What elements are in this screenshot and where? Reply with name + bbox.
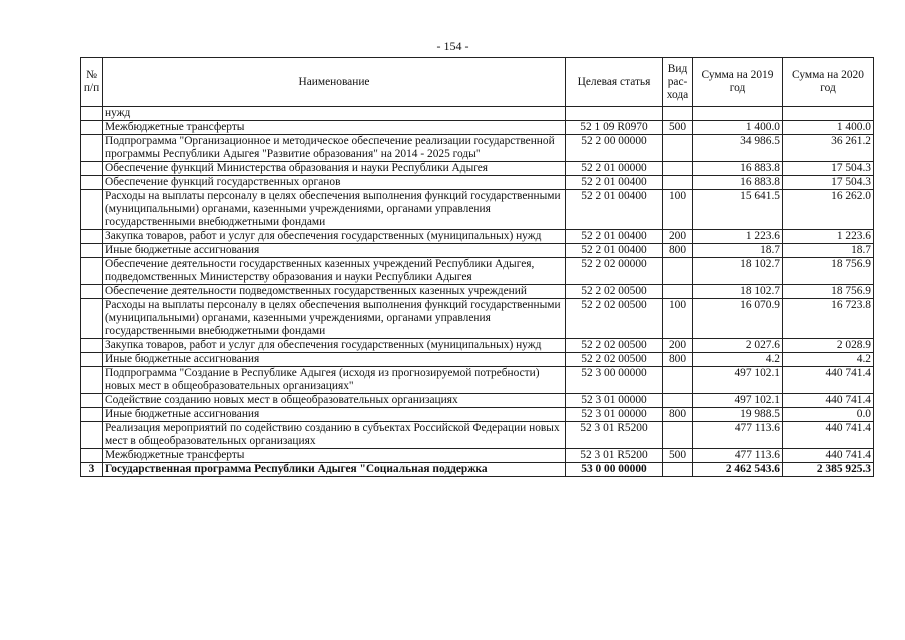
table-body (81, 107, 874, 477)
row-number (81, 244, 103, 258)
row-name: Иные бюджетные ассигнования (103, 408, 566, 422)
row-expense-type: 200 (663, 339, 693, 353)
row-sum-2020: 18.7 (783, 244, 874, 258)
row-expense-type: 800 (663, 244, 693, 258)
row-number (81, 258, 103, 285)
row-sum-2020: 17 504.3 (783, 176, 874, 190)
row-sum-2020: 17 504.3 (783, 162, 874, 176)
row-target-code: 52 2 01 00400 (566, 230, 663, 244)
table-row (81, 121, 874, 135)
row-sum-2019: 16 883.8 (693, 176, 783, 190)
table-row (81, 299, 874, 339)
row-sum-2020: 16 723.8 (783, 299, 874, 339)
row-number (81, 285, 103, 299)
row-sum-2019: 18.7 (693, 244, 783, 258)
header-type: Вид рас- хода (663, 58, 693, 107)
row-sum-2019 (693, 107, 783, 121)
row-expense-type (663, 422, 693, 449)
row-target-code: 53 0 00 00000 (566, 463, 663, 477)
table-row (81, 463, 874, 477)
table-row (81, 339, 874, 353)
row-expense-type (663, 107, 693, 121)
row-target-code: 52 2 01 00400 (566, 176, 663, 190)
row-number (81, 107, 103, 121)
row-sum-2019: 18 102.7 (693, 258, 783, 285)
row-name: Обеспечение функций государственных органов (103, 176, 566, 190)
row-number (81, 162, 103, 176)
row-name: Закупка товаров, работ и услуг для обеспечения государственных (муниципальных) нужд (103, 230, 566, 244)
table-row (81, 285, 874, 299)
row-target-code: 52 3 01 00000 (566, 408, 663, 422)
header-code: Целевая статья (566, 58, 663, 107)
table-row (81, 135, 874, 162)
table-header-row (81, 58, 874, 107)
row-sum-2019: 1 400.0 (693, 121, 783, 135)
row-name: Реализация мероприятий по содействию созданию в субъектах Российской Федерации новых мест в общеобразовательных организациях (103, 422, 566, 449)
table-row (81, 353, 874, 367)
row-sum-2020: 0.0 (783, 408, 874, 422)
table-row (81, 367, 874, 394)
row-number (81, 299, 103, 339)
row-number (81, 230, 103, 244)
row-name: Расходы на выплаты персоналу в целях обеспечения выполнения функций государственными (муниципальными) органами, казенными учреждениями, органами управления государственными внебюджетными фондами (103, 190, 566, 230)
row-target-code: 52 1 09 R0970 (566, 121, 663, 135)
row-sum-2019: 16 070.9 (693, 299, 783, 339)
table-row (81, 422, 874, 449)
row-sum-2019: 2 462 543.6 (693, 463, 783, 477)
row-sum-2020: 36 261.2 (783, 135, 874, 162)
row-number (81, 449, 103, 463)
row-number (81, 135, 103, 162)
row-name: Межбюджетные трансферты (103, 449, 566, 463)
row-name: Иные бюджетные ассигнования (103, 244, 566, 258)
table-row (81, 394, 874, 408)
row-sum-2019: 16 883.8 (693, 162, 783, 176)
row-number (81, 176, 103, 190)
row-number (81, 367, 103, 394)
row-sum-2020: 1 223.6 (783, 230, 874, 244)
table-row (81, 244, 874, 258)
row-name: Расходы на выплаты персоналу в целях обеспечения выполнения функций государственными (муниципальными) органами, казенными учреждениями, органами управления государственными внебюджетными фондами (103, 299, 566, 339)
row-expense-type (663, 394, 693, 408)
table-row (81, 408, 874, 422)
table-row (81, 107, 874, 121)
header-sum-2020: Сумма на 2020 год (783, 58, 874, 107)
table-row (81, 449, 874, 463)
table-row (81, 162, 874, 176)
table-row (81, 176, 874, 190)
row-expense-type: 100 (663, 299, 693, 339)
header-sum-2019: Сумма на 2019 год (693, 58, 783, 107)
row-sum-2019: 497 102.1 (693, 367, 783, 394)
row-name: Подпрограмма "Организационное и методическое обеспечение реализации государственной программы Республики Адыгея "Развитие образования" на 2014 - 2025 годы" (103, 135, 566, 162)
row-number (81, 394, 103, 408)
row-target-code: 52 2 01 00400 (566, 244, 663, 258)
row-sum-2019: 19 988.5 (693, 408, 783, 422)
row-number (81, 353, 103, 367)
row-expense-type: 500 (663, 121, 693, 135)
row-sum-2020: 4.2 (783, 353, 874, 367)
row-number (81, 339, 103, 353)
row-expense-type: 500 (663, 449, 693, 463)
row-sum-2020: 440 741.4 (783, 449, 874, 463)
row-target-code: 52 2 02 00500 (566, 299, 663, 339)
table-row (81, 230, 874, 244)
row-number (81, 121, 103, 135)
row-name: Закупка товаров, работ и услуг для обеспечения государственных (муниципальных) нужд (103, 339, 566, 353)
row-expense-type: 800 (663, 408, 693, 422)
row-sum-2019: 4.2 (693, 353, 783, 367)
row-sum-2020: 2 028.9 (783, 339, 874, 353)
row-name: Обеспечение деятельности подведомственных государственных казенных учреждений (103, 285, 566, 299)
row-sum-2020: 1 400.0 (783, 121, 874, 135)
row-sum-2020: 440 741.4 (783, 422, 874, 449)
row-expense-type (663, 463, 693, 477)
row-sum-2019: 34 986.5 (693, 135, 783, 162)
row-expense-type: 200 (663, 230, 693, 244)
row-number (81, 408, 103, 422)
row-name: нужд (103, 107, 566, 121)
row-name: Содействие созданию новых мест в общеобразовательных организациях (103, 394, 566, 408)
row-expense-type: 100 (663, 190, 693, 230)
row-name: Государственная программа Республики Адыгея "Социальная поддержка (103, 463, 566, 477)
row-sum-2019: 2 027.6 (693, 339, 783, 353)
row-target-code (566, 107, 663, 121)
row-sum-2020: 16 262.0 (783, 190, 874, 230)
row-sum-2020 (783, 107, 874, 121)
row-sum-2020: 440 741.4 (783, 394, 874, 408)
row-sum-2019: 1 223.6 (693, 230, 783, 244)
row-expense-type (663, 367, 693, 394)
row-sum-2019: 18 102.7 (693, 285, 783, 299)
row-target-code: 52 2 02 00500 (566, 285, 663, 299)
row-target-code: 52 2 00 00000 (566, 135, 663, 162)
row-target-code: 52 2 01 00000 (566, 162, 663, 176)
row-expense-type (663, 258, 693, 285)
page-number: - 154 - (436, 39, 469, 53)
row-sum-2020: 2 385 925.3 (783, 463, 874, 477)
row-sum-2020: 440 741.4 (783, 367, 874, 394)
row-target-code: 52 3 01 R5200 (566, 449, 663, 463)
table-row (81, 258, 874, 285)
row-target-code: 52 2 02 00500 (566, 353, 663, 367)
row-name: Подпрограмма "Создание в Республике Адыгея (исходя из прогнозируемой потребности) новых мест в общеобразовательных организациях" (103, 367, 566, 394)
row-target-code: 52 2 01 00400 (566, 190, 663, 230)
row-name: Обеспечение функций Министерства образования и науки Республики Адыгея (103, 162, 566, 176)
row-name: Обеспечение деятельности государственных казенных учреждений Республики Адыгея, подведомственных Министерству образования и науки Республики Адыгея (103, 258, 566, 285)
row-sum-2020: 18 756.9 (783, 258, 874, 285)
row-name: Межбюджетные трансферты (103, 121, 566, 135)
row-target-code: 52 3 01 00000 (566, 394, 663, 408)
row-sum-2019: 477 113.6 (693, 449, 783, 463)
row-target-code: 52 3 01 R5200 (566, 422, 663, 449)
budget-table (80, 57, 874, 477)
row-expense-type (663, 135, 693, 162)
row-expense-type: 800 (663, 353, 693, 367)
row-sum-2019: 477 113.6 (693, 422, 783, 449)
row-target-code: 52 2 02 00000 (566, 258, 663, 285)
row-sum-2019: 15 641.5 (693, 190, 783, 230)
row-expense-type (663, 285, 693, 299)
row-target-code: 52 2 02 00500 (566, 339, 663, 353)
row-number (81, 190, 103, 230)
row-expense-type (663, 176, 693, 190)
row-number (81, 422, 103, 449)
header-num: № п/п (81, 58, 103, 107)
row-number: 3 (81, 463, 103, 477)
row-sum-2020: 18 756.9 (783, 285, 874, 299)
table-row (81, 190, 874, 230)
row-expense-type (663, 162, 693, 176)
row-sum-2019: 497 102.1 (693, 394, 783, 408)
header-name: Наименование (103, 58, 566, 107)
row-name: Иные бюджетные ассигнования (103, 353, 566, 367)
row-target-code: 52 3 00 00000 (566, 367, 663, 394)
